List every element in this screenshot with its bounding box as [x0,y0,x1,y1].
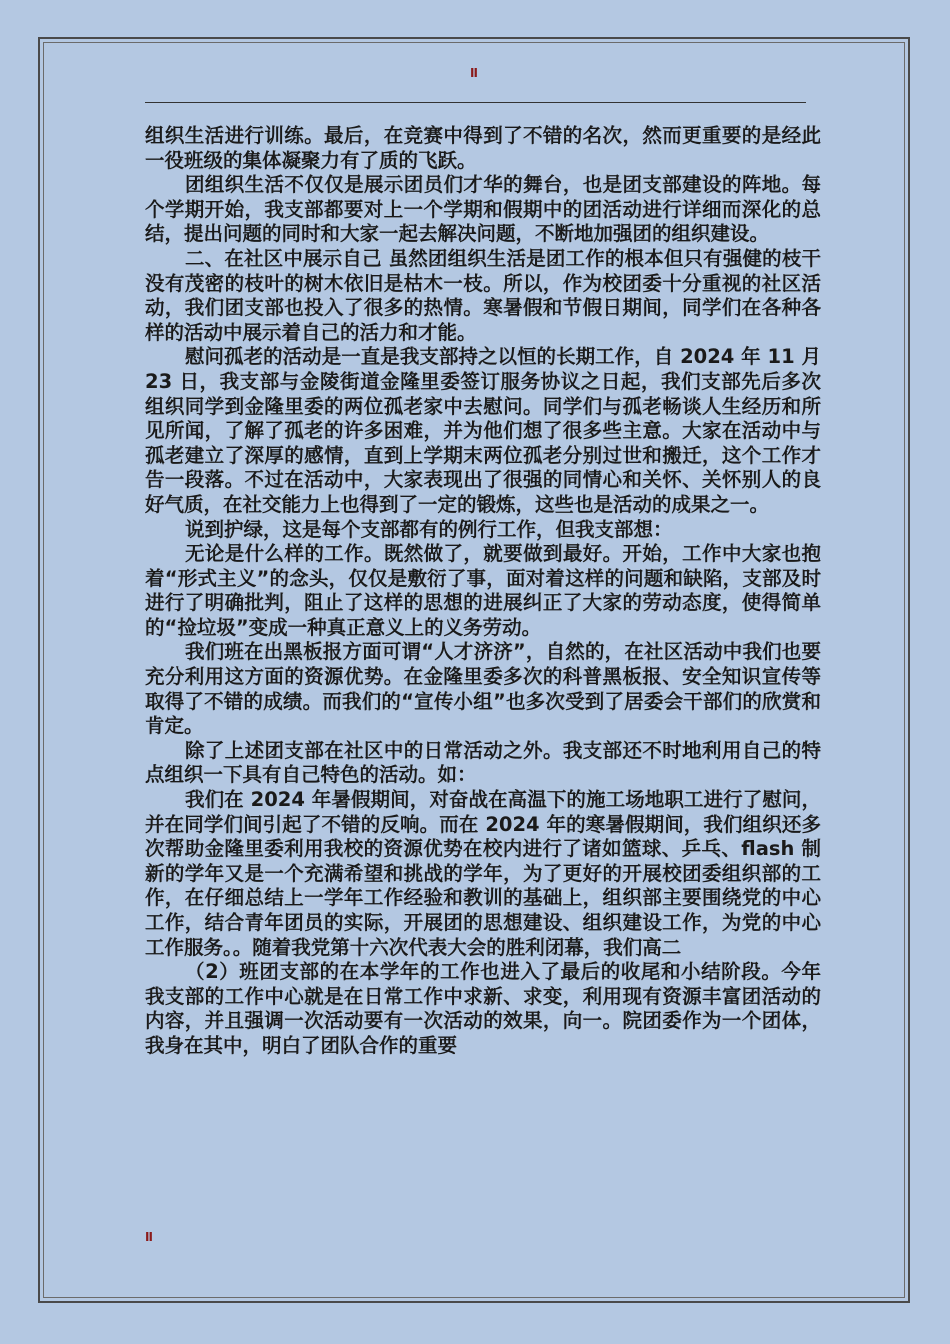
paragraph: 二、在社区中展示自己 虽然团组织生活是团工作的根本但只有强健的枝干没有茂密的枝叶的树木依旧是枯木一枝。所以，作为校团委十分重视的社区活动，我们团支部也投入了很多的热情。寒暑假和节假日期间，同学们在各种各样的活动中展示着自己的活力和才能。 [145,246,821,344]
paragraph: 说到护绿，这是每个支部都有的例行工作，但我支部想： [185,517,673,541]
paragraph: 组织生活进行训练。最后，在竞赛中得到了不错的名次，然而更重要的是经此一役班级的集体凝聚力有了质的飞跃。 [145,124,821,172]
document-body [145,124,821,1059]
header-mark: II [470,66,477,80]
paragraph: 我们在 2024 年暑假期间，对奋战在高温下的施工场地职工进行了慰问，并在同学们间引起了不错的反响。而在 2024 年的寒暑假期间，我们组织还多次帮助金隆里委利用我校的资源优势在校内进行了诸如篮球、乒乓、flash 制新的学年又是一个充满希望和挑战的学年，为了更好的开展校团委组织部的工作，在仔细总结上一学年工作经验和教训的基础上，组织部主要围绕党的中心工作，结合青年团员的实际，开展团的思想建设、组织建设工作，为党的中心工作服务。。随着我党第十六次代表大会的胜利闭幕，我们高二 [145,788,821,959]
footer-mark: II [145,1230,152,1244]
paragraph: 团组织生活不仅仅是展示团员们才华的舞台，也是团支部建设的阵地。每个学期开始，我支部都要对上一个学期和假期中的团活动进行详细而深化的总结，提出问题的同时和大家一起去解决问题，不断地加强团的组织建设。 [145,173,821,246]
paragraph: 慰问孤老的活动是一直是我支部持之以恒的长期工作，自 2024 年 11 月 23 日，我支部与金陵街道金隆里委签订服务协议之日起，我们支部先后多次组织同学到金隆里委的两位孤老家中去慰问。同学们与孤老畅谈人生经历和所见所闻，了解了孤老的许多困难，并为他们想了很多些主意。大家在活动中与孤老建立了深厚的感情，直到上学期末两位孤老分别过世和搬迁，这个工作才告一段落。不过在活动中，大家表现出了很强的同情心和关怀、关怀别人的良好气质，在社交能力上也得到了一定的锻炼，这些也是活动的成果之一。 [145,345,821,516]
paragraph: 无论是什么样的工作。既然做了，就要做到最好。开始，工作中大家也抱着“形式主义”的念头，仅仅是敷衍了事，面对着这样的问题和缺陷，支部及时进行了明确批判，阻止了这样的思想的进展纠正了大家的劳动态度，使得简单的“捡垃圾”变成一种真正意义上的义务劳动。 [145,542,821,639]
paragraph: 我们班在出黑板报方面可谓“人才济济”，自然的，在社区活动中我们也要充分利用这方面的资源优势。在金隆里委多次的科普黑板报、安全知识宣传等取得了不错的成绩。而我们的“宣传小组”也多次受到了居委会干部们的欣赏和肯定。 [145,640,821,738]
paragraph: 除了上述团支部在社区中的日常活动之外。我支部还不时地利用自己的特点组织一下具有自己特色的活动。如： [145,738,821,787]
header-rule [145,102,806,103]
paragraph: （2）班团支部的在本学年的工作也进入了最后的收尾和小结阶段。今年我支部的工作中心就是在日常工作中求新、求变，利用现有资源丰富团活动的内容，并且强调一次活动要有一次活动的效果，向一。院团委作为一个团体，我身在其中，明白了团队合作的重要 [145,960,821,1057]
